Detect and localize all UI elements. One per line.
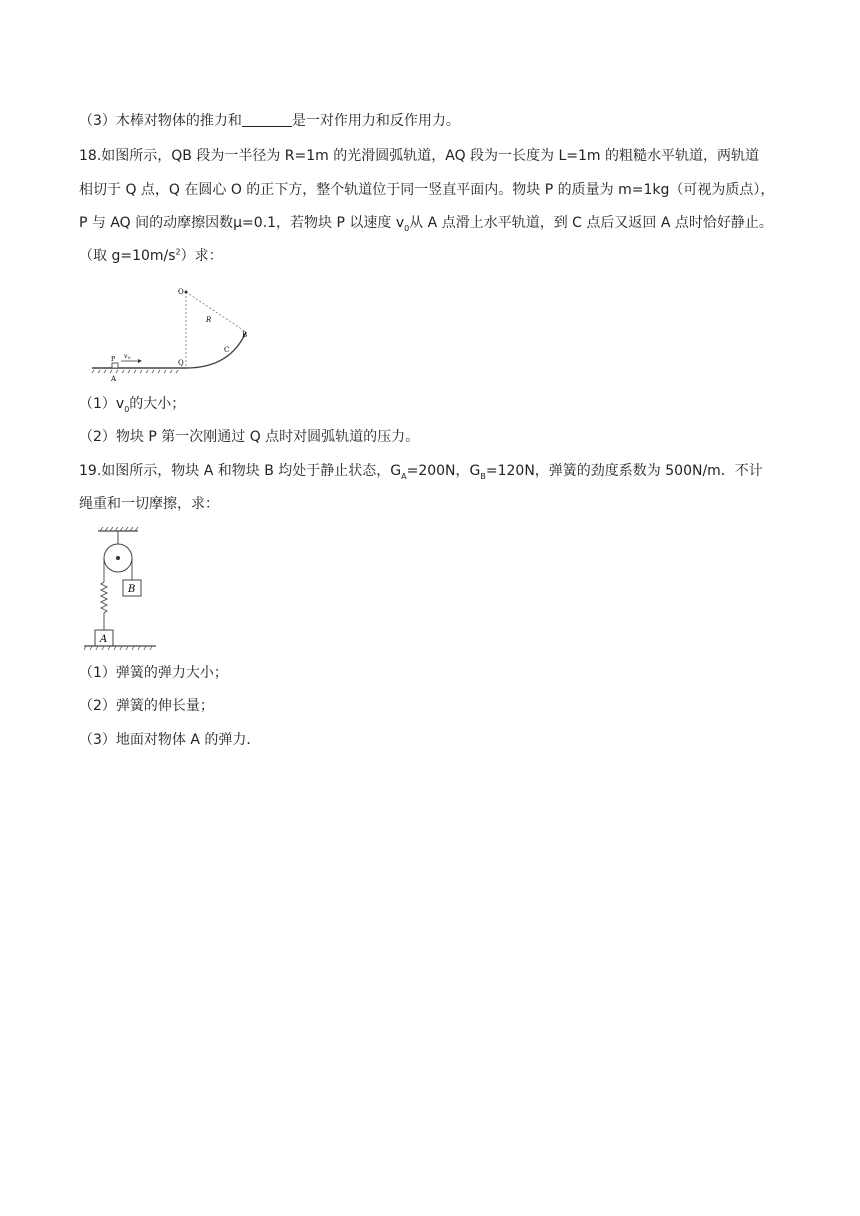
q19-line1 bbox=[79, 461, 763, 481]
pulley-axle bbox=[116, 556, 120, 560]
q18-sub1-b: 的大小； bbox=[129, 396, 186, 412]
q17-part3-before: （3）木棒对物体的推力和 bbox=[79, 113, 242, 129]
spring bbox=[101, 582, 107, 613]
answer-blank bbox=[242, 112, 292, 127]
q19-sub2: （2）弹簧的伸长量； bbox=[79, 698, 214, 714]
q17-part3-after: 是一对作用力和反作用力。 bbox=[291, 113, 460, 129]
label-o: O bbox=[178, 288, 184, 296]
q18-line1: 18.如图所示，QB 段为一半径为 R=1m 的光滑圆弧轨道，AQ 段为一长度为 L=1m 的粗糙水平轨道，两轨道 bbox=[79, 148, 760, 164]
label-c: C bbox=[224, 346, 230, 354]
q19-sub1: （1）弹簧的弹力大小； bbox=[79, 665, 228, 681]
gb-subscript: B bbox=[480, 471, 486, 481]
q19-pulley-diagram bbox=[82, 526, 162, 652]
label-a: A bbox=[111, 375, 117, 383]
label-v: v bbox=[124, 353, 128, 360]
q19-line1-c: =120N，弹簧的劲度系数为 500N/m．不计 bbox=[485, 463, 763, 479]
q18-line3 bbox=[79, 213, 773, 233]
q18-track-diagram bbox=[90, 282, 260, 386]
velocity-arrowhead bbox=[138, 359, 142, 363]
q18-sub1-a: （1）v bbox=[79, 396, 125, 412]
v0-subscript: 0 bbox=[124, 404, 130, 414]
q19-line2: 绳重和一切摩擦，求： bbox=[79, 496, 219, 512]
q19-line1-a: 19.如图所示，物块 A 和物块 B 均处于静止状态，G bbox=[79, 463, 402, 479]
q19-sub3: （3）地面对物体 A 的弹力． bbox=[79, 732, 261, 748]
q18-line4 bbox=[79, 246, 223, 266]
q18-line3-a: P 与 AQ 间的动摩擦因数μ=0.1，若物块 P 以速度 v bbox=[79, 215, 405, 231]
q18-sub1 bbox=[79, 394, 185, 414]
label-b: B bbox=[128, 584, 136, 595]
arc-qb bbox=[186, 332, 246, 368]
label-b: B bbox=[242, 331, 248, 339]
q17-part3 bbox=[79, 111, 460, 131]
ga-subscript: A bbox=[401, 471, 407, 481]
label-a: A bbox=[100, 634, 108, 645]
label-q: Q bbox=[178, 359, 184, 367]
block-p bbox=[112, 363, 118, 368]
center-o-dot bbox=[185, 291, 188, 294]
ground-hatching bbox=[92, 370, 178, 373]
q18-sub2: （2）物块 P 第一次刚通过 Q 点时对圆弧轨道的压力。 bbox=[79, 429, 420, 445]
q18-line3-b: 从 A 点滑上水平轨道，到 C 点后又返回 A 点时恰好静止。 bbox=[409, 215, 773, 231]
q19-line1-b: =200N，G bbox=[406, 463, 481, 479]
label-v-sub: 0 bbox=[128, 355, 131, 360]
q18-line4-a: （取 g=10m/s bbox=[79, 248, 176, 264]
label-r: R bbox=[206, 316, 212, 324]
v0-subscript: 0 bbox=[404, 223, 410, 233]
q18-line4-b: ）求： bbox=[180, 248, 223, 264]
g-unit-superscript: 2 bbox=[175, 247, 181, 257]
label-p: P bbox=[111, 356, 116, 363]
q18-line2: 相切于 Q 点，Q 在圆心 O 的正下方，整个轨道位于同一竖直平面内。物块 P 的质量为 m=1kg（可视为质点）， bbox=[79, 182, 775, 198]
radius-ob bbox=[186, 292, 246, 332]
